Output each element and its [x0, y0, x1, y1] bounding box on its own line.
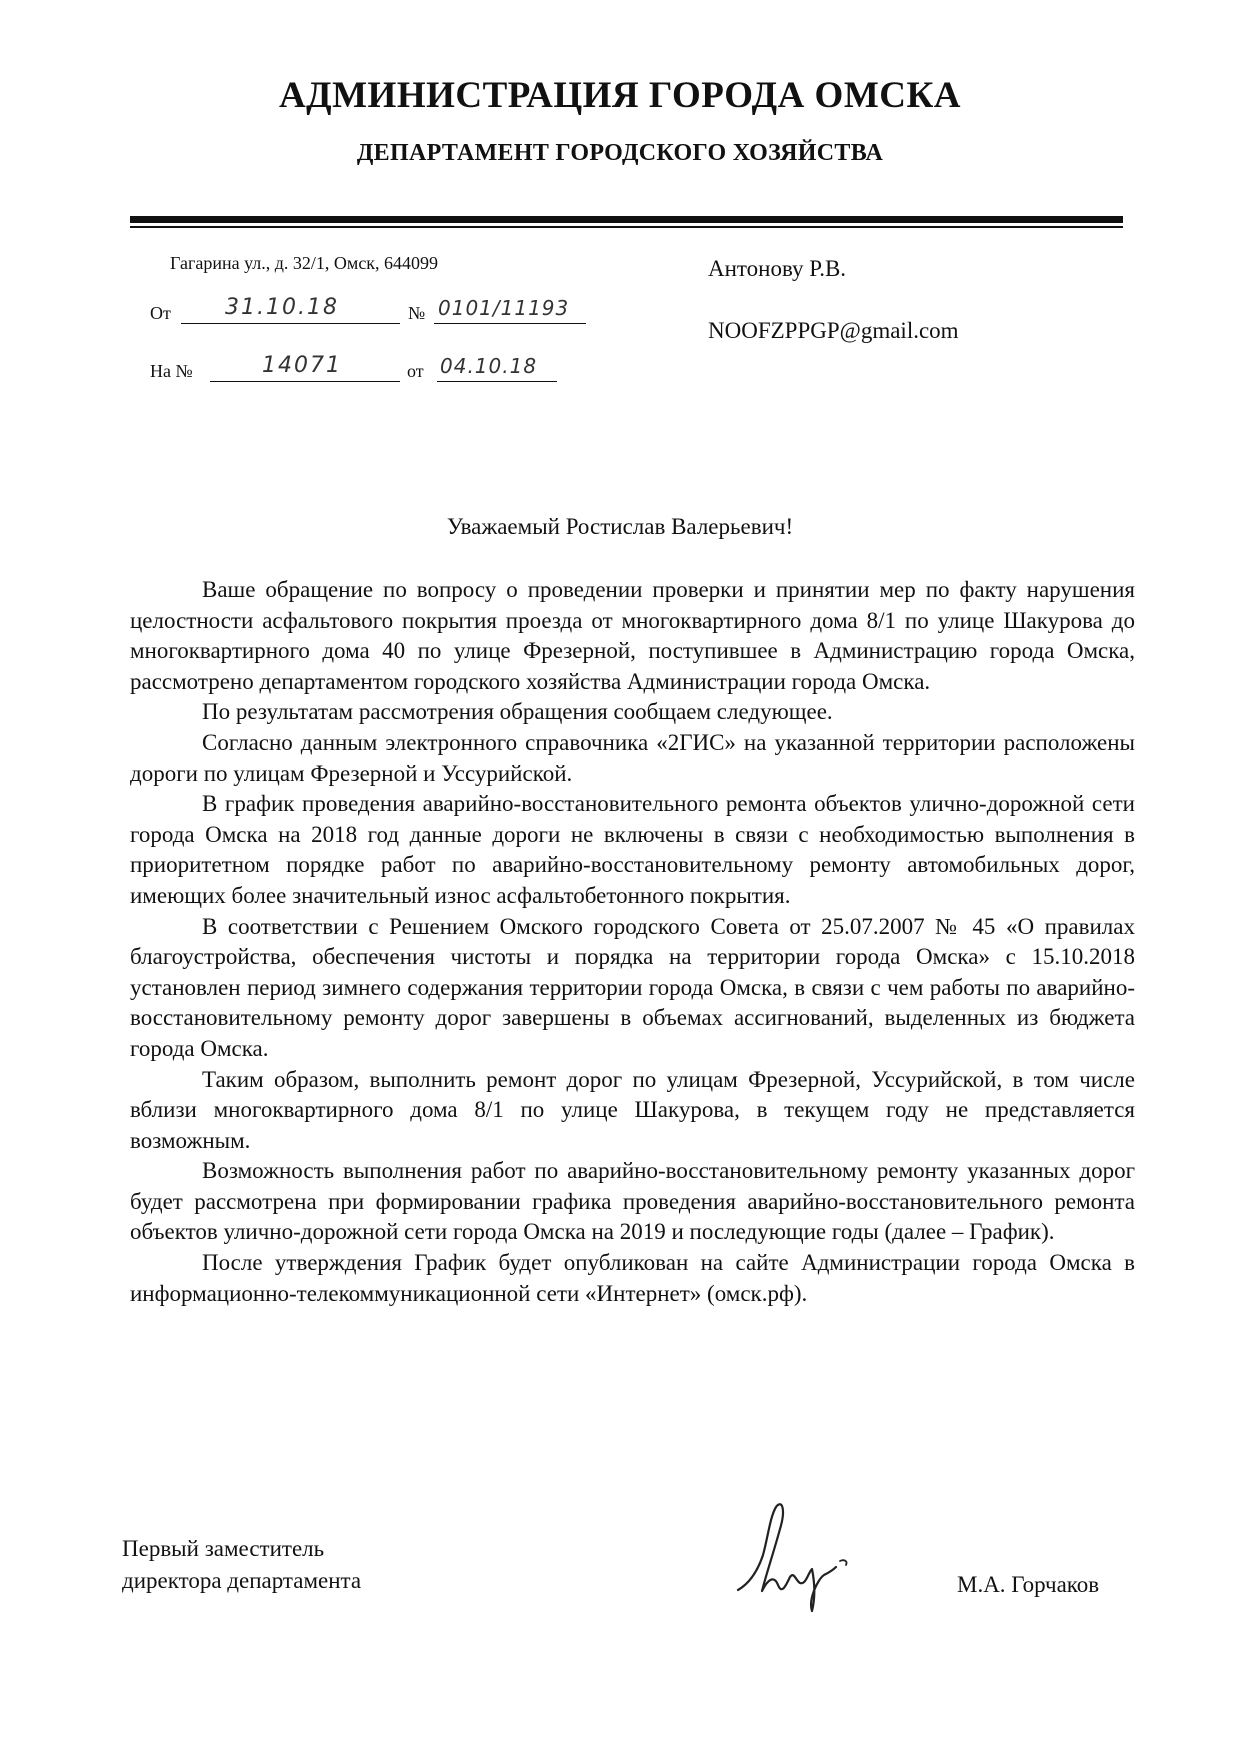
handwritten-signature: [728, 1495, 868, 1615]
signatory-name: М.А. Горчаков: [957, 1572, 1100, 1597]
outgoing-number-handwritten: 0101/11193: [438, 296, 570, 320]
signatory-position-line2: директора департамента: [122, 1568, 362, 1593]
recipient-email: NOOFZPPGP@gmail.com: [708, 318, 959, 343]
body-paragraph: В график проведения аварийно-восстановительного ремонта объектов улично-дорожной сети города Омска на 2018 год данные дороги не включены в связи с необходимостью выполнения в приоритетном порядке работ по аварийно-восстановительному ремонту автомобильных дорог, имеющих более значительный износ асфальтобетонного покрытия.: [130, 791, 1135, 908]
signatory-position: [122, 1533, 361, 1597]
body-paragraph: Ваше обращение по вопросу о проведении проверки и принятии мер по факту нарушения целостности асфальтового покрытия проезда от многоквартирного дома 8/1 по улице Шакурова до многоквартирного дома 40 по улице Фрезерной, поступившее в Администрацию города Омска, рассмотрено департаментом городского хозяйства Администрации города Омска.: [130, 577, 1135, 694]
body-paragraph: Согласно данным электронного справочника «2ГИС» на указанной территории расположены дороги по улицам Фрезерной и Уссурийской.: [130, 729, 1135, 786]
body-paragraph: Таким образом, выполнить ремонт дорог по улицам Фрезерной, Уссурийской, в том числе вблизи многоквартирного дома 8/1 по улице Шакурова, в текущем году не представляется возможным.: [130, 1066, 1135, 1153]
letterhead-rule-thin: [130, 226, 1123, 228]
outgoing-registration-row: [0, 295, 640, 326]
reply-date-handwritten: 04.10.18: [440, 354, 538, 378]
body-paragraph: После утверждения График будет опубликован на сайте Администрации города Омска в информационно-телекоммуникационной сети «Интернет» (омск.рф).: [130, 1250, 1135, 1306]
body-paragraph: По результатам рассмотрения обращения сообщаем следующее.: [202, 699, 833, 725]
from-label: От: [150, 303, 171, 323]
recipient-name: Антонову Р.В.: [708, 256, 847, 281]
organization-title: АДМИНИСТРАЦИЯ ГОРОДА ОМСКА: [278, 75, 962, 116]
letter-body: [130, 575, 1135, 1309]
number-label: №: [408, 303, 426, 323]
body-paragraph: В соответствии с Решением Омского городского Совета от 25.07.2007 № 45 «О правилах благоустройства, обеспечения чистоты и порядка на территории города Омска» с 15.10.2018 установлен период зимнего содержания территории города Омска, в связи с чем работы по аварийно-восстановительному ремонту дорог завершены в объемах ассигнований, выделенных из бюджета города Омска.: [130, 913, 1135, 1061]
reply-date-label: от: [407, 361, 424, 381]
greeting: Уважаемый Ростислав Валерьевич!: [446, 514, 794, 539]
incoming-registration-row: [0, 353, 640, 384]
reply-label: На №: [150, 361, 193, 381]
from-date-handwritten: 31.10.18: [225, 295, 339, 320]
reply-number-handwritten: 14071: [262, 353, 342, 378]
sender-address: Гагарина ул., д. 32/1, Омск, 644099: [170, 253, 439, 273]
body-paragraph: Возможность выполнения работ по аварийно-восстановительному ремонту указанных дорог будет рассмотрена при формировании графика проведения аварийно-восстановительного ремонта объектов улично-дорожной сети города Омска на 2019 и последующие годы (далее – График).: [130, 1158, 1135, 1245]
letterhead-rule-thick: [130, 216, 1123, 223]
signatory-position-line1: Первый заместитель: [122, 1536, 325, 1561]
department-title: ДЕПАРТАМЕНТ ГОРОДСКОГО ХОЗЯЙСТВА: [356, 140, 884, 166]
